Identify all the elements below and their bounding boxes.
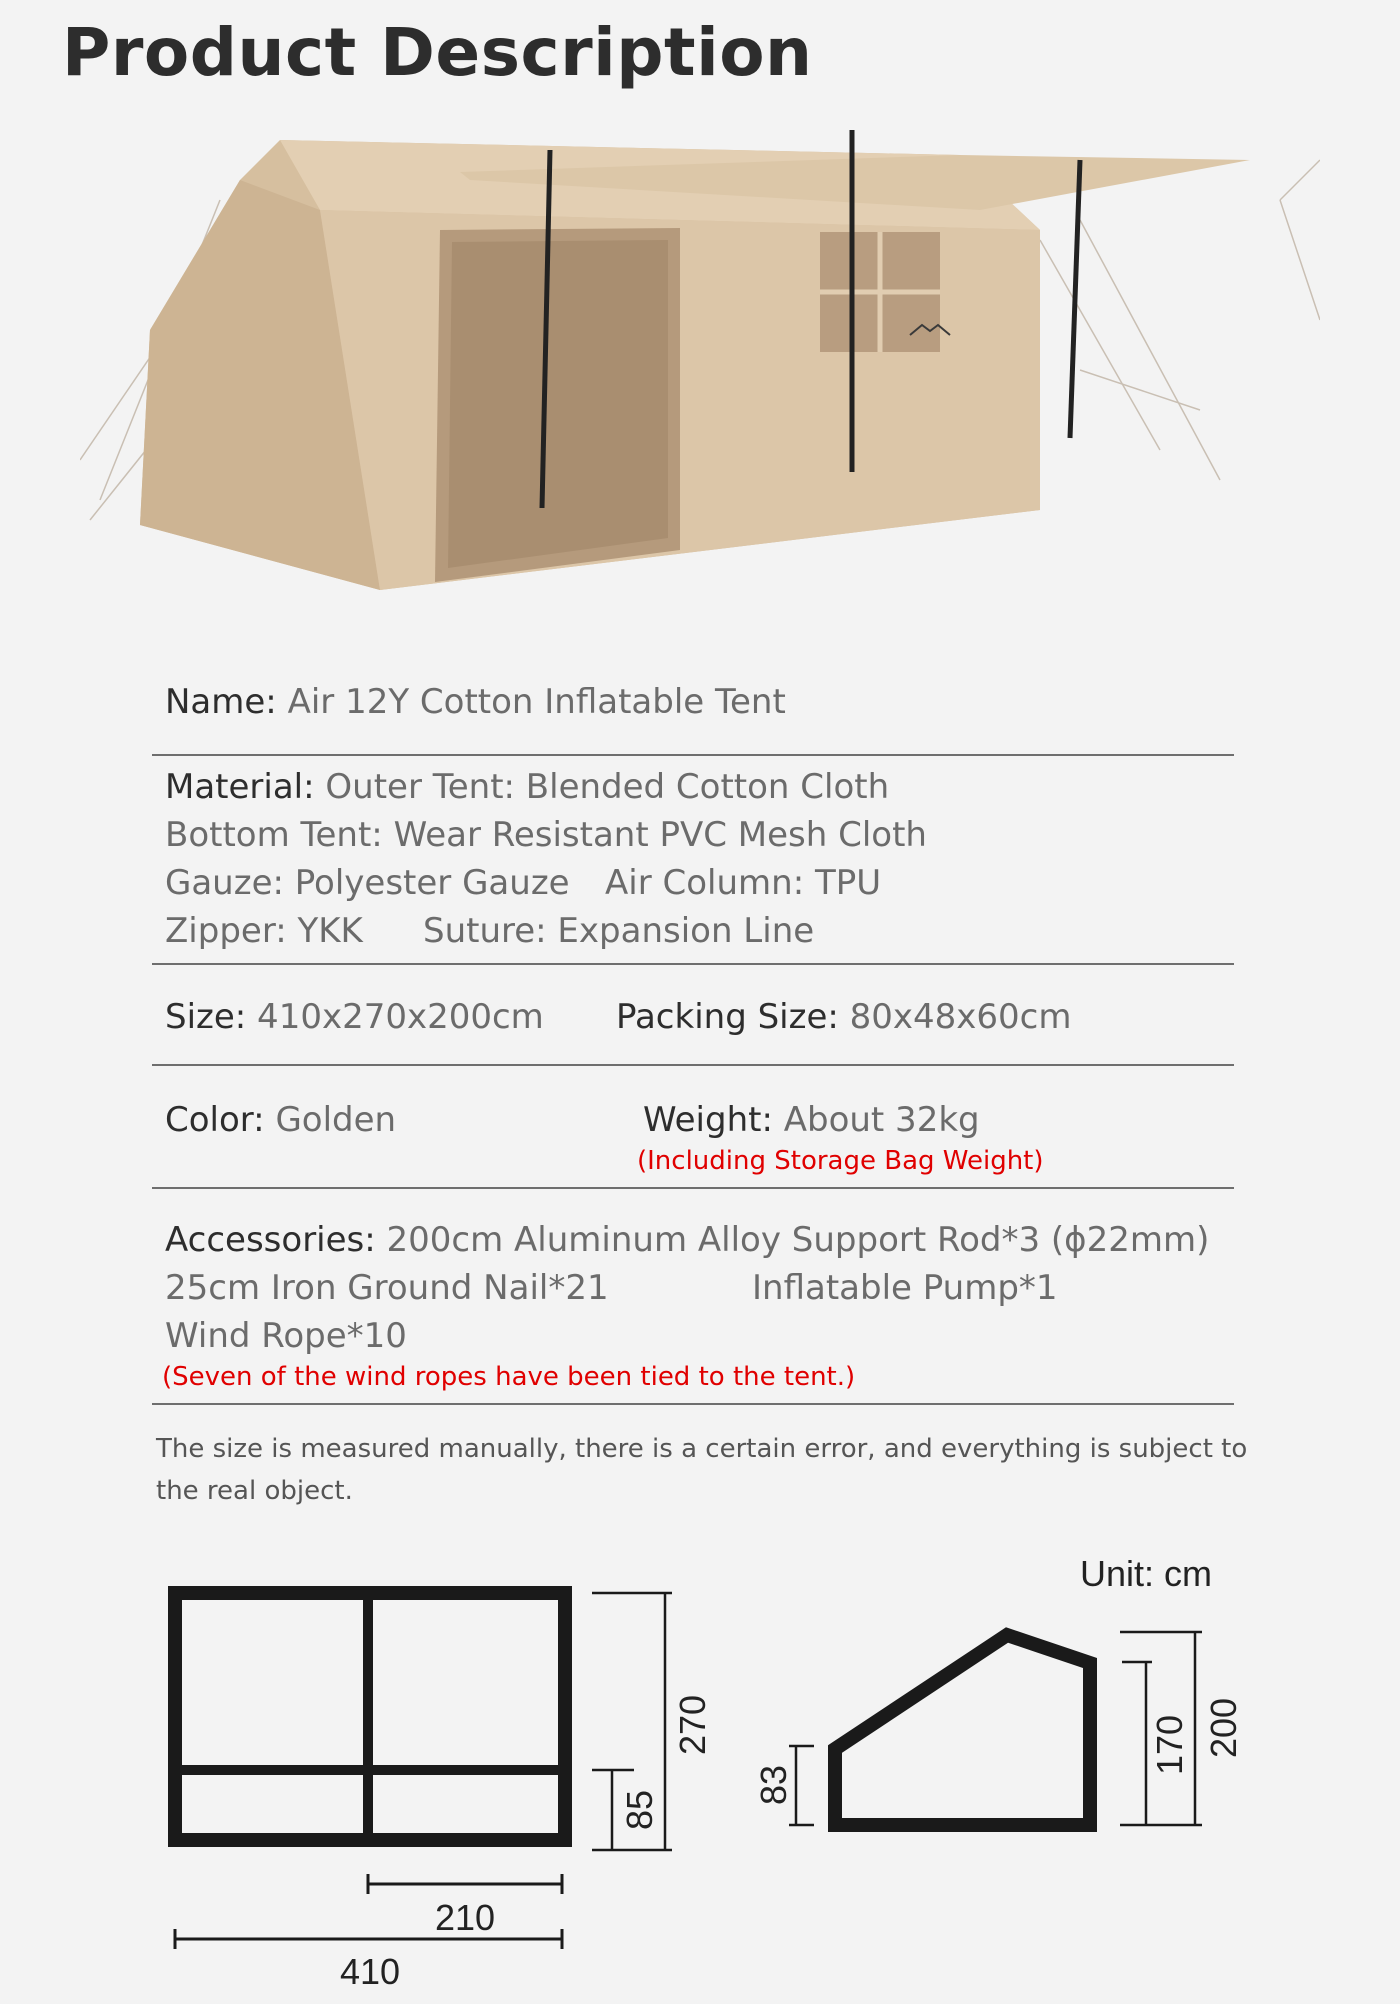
name-value: Air 12Y Cotton Inflatable Tent [276, 682, 786, 722]
floor-depth-label: 270 [672, 1694, 713, 1756]
material-line1: Outer Tent: Blended Cotton Cloth [314, 767, 890, 807]
dimension-diagram [0, 1540, 1400, 2000]
vestibule-depth-label: 85 [619, 1789, 660, 1831]
size-label: Size: [165, 997, 247, 1037]
accessories-line2b: Inflatable Pump*1 [752, 1268, 1058, 1308]
weight-label: Weight: [643, 1100, 773, 1140]
divider [152, 963, 1234, 965]
spec-packing [616, 997, 1071, 1037]
side-mid-label: 170 [1149, 1714, 1190, 1776]
divider [152, 1187, 1234, 1189]
side-high-label: 200 [1203, 1697, 1244, 1759]
size-value: 410x270x200cm [246, 997, 544, 1037]
material-line3a: Gauze: Polyester Gauze [165, 863, 570, 903]
packing-label: Packing Size: [616, 997, 839, 1037]
color-label: Color: [165, 1100, 265, 1140]
spec-name [165, 682, 786, 722]
color-value: Golden [264, 1100, 397, 1140]
side-profile-outline [835, 1635, 1090, 1825]
room-width-label: 210 [434, 1897, 496, 1938]
material-label: Material: [165, 767, 315, 807]
divider [152, 754, 1234, 756]
material-line4b: Suture: Expansion Line [423, 911, 815, 951]
total-width-label: 410 [339, 1951, 401, 1992]
side-low-label: 83 [753, 1764, 794, 1806]
accessories-line3: Wind Rope*10 [165, 1316, 407, 1356]
divider [152, 1064, 1234, 1066]
material-line4a: Zipper: YKK [165, 911, 363, 951]
accessories-note: (Seven of the wind ropes have been tied to the tent.) [162, 1362, 856, 1392]
spec-material [165, 767, 889, 807]
divider [152, 1403, 1234, 1405]
page-title: Product Description [62, 14, 813, 91]
disclaimer-text: The size is measured manually, there is a certain error, and everything is subject to the real object. [156, 1434, 1248, 1506]
accessories-line2a: 25cm Iron Ground Nail*21 [165, 1268, 609, 1308]
weight-value: About 32kg [772, 1100, 980, 1140]
spec-color [165, 1100, 396, 1140]
spec-accessories [165, 1220, 1209, 1260]
material-line3b: Air Column: TPU [605, 863, 882, 903]
unit-label: Unit: cm [1080, 1553, 1213, 1594]
accessories-label: Accessories: [165, 1220, 376, 1260]
weight-note: (Including Storage Bag Weight) [637, 1146, 1044, 1176]
packing-value: 80x48x60cm [838, 997, 1072, 1037]
spec-weight [643, 1100, 980, 1140]
material-line2: Bottom Tent: Wear Resistant PVC Mesh Cloth [165, 815, 927, 855]
tent-image [80, 120, 1320, 660]
name-label: Name: [165, 682, 277, 722]
spec-size [165, 997, 544, 1037]
accessories-line1: 200cm Aluminum Alloy Support Rod*3 (ϕ22mm) [375, 1220, 1210, 1260]
